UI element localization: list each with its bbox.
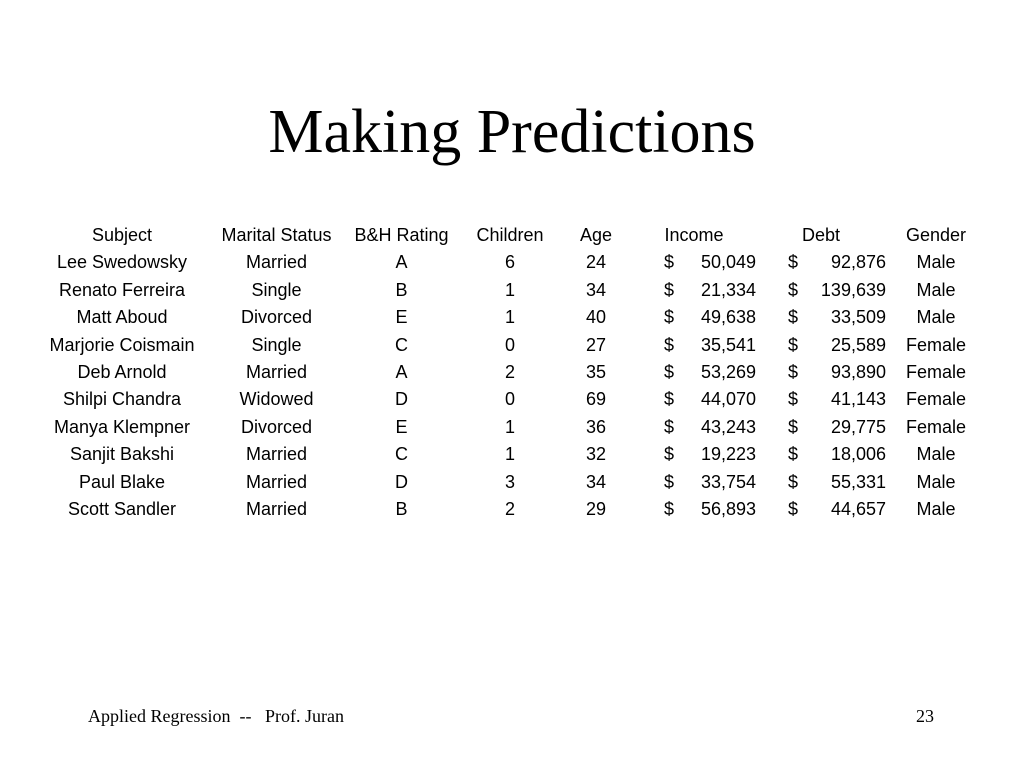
cell-marital-status: Married — [245, 499, 307, 520]
cell-children: 1 — [504, 279, 515, 300]
cell-children: 6 — [504, 252, 515, 273]
cell-bh-rating: B — [395, 279, 408, 300]
header-gender: Gender — [905, 225, 967, 245]
cell-gender: Male — [916, 499, 956, 520]
cell-subject: Scott Sandler — [67, 499, 177, 520]
cell-income-currency: $ — [663, 279, 674, 300]
cell-bh-rating: E — [395, 307, 408, 328]
cell-bh-rating: D — [395, 471, 408, 492]
cell-debt-currency: $ — [787, 307, 798, 328]
cell-debt: 44,657 — [830, 499, 886, 520]
cell-subject: Sanjit Bakshi — [69, 444, 175, 465]
header-marital-status: Marital Status — [221, 225, 332, 245]
cell-bh-rating: D — [395, 389, 408, 410]
cell-income: 53,269 — [700, 362, 756, 383]
header-age: Age — [579, 225, 613, 245]
cell-income-currency: $ — [663, 416, 674, 437]
cell-gender: Female — [905, 416, 967, 437]
cell-marital-status: Divorced — [240, 416, 313, 437]
table-body — [34, 249, 986, 523]
footer-course-label: Applied Regression -- Prof. Juran — [88, 706, 344, 726]
cell-children: 0 — [504, 389, 515, 410]
cell-gender: Female — [905, 334, 967, 355]
cell-marital-status: Divorced — [240, 307, 313, 328]
cell-age: 34 — [585, 279, 607, 300]
cell-income: 49,638 — [700, 307, 756, 328]
cell-marital-status: Single — [251, 279, 302, 300]
header-income: Income — [664, 225, 724, 245]
cell-age: 69 — [585, 389, 607, 410]
table-row — [34, 277, 986, 304]
cell-subject: Renato Ferreira — [58, 279, 186, 300]
table-row — [34, 496, 986, 523]
cell-debt-currency: $ — [787, 416, 798, 437]
cell-bh-rating: E — [395, 416, 408, 437]
cell-debt-currency: $ — [787, 499, 798, 520]
cell-age: 27 — [585, 334, 607, 355]
cell-marital-status: Married — [245, 471, 307, 492]
cell-gender: Male — [916, 471, 956, 492]
cell-income-currency: $ — [663, 252, 674, 273]
cell-marital-status: Widowed — [239, 389, 314, 410]
page-number: 23 — [916, 706, 934, 726]
cell-debt-currency: $ — [787, 471, 798, 492]
cell-children: 3 — [504, 471, 515, 492]
cell-income: 44,070 — [700, 389, 756, 410]
cell-income: 19,223 — [700, 444, 756, 465]
customer-table — [34, 222, 986, 523]
cell-income-currency: $ — [663, 471, 674, 492]
header-bh-rating: B&H Rating — [354, 225, 449, 245]
cell-income-currency: $ — [663, 499, 674, 520]
cell-marital-status: Married — [245, 362, 307, 383]
table-row — [34, 469, 986, 496]
cell-marital-status: Married — [245, 252, 307, 273]
cell-children: 1 — [504, 444, 515, 465]
cell-children: 2 — [504, 362, 515, 383]
cell-income: 33,754 — [700, 471, 756, 492]
cell-age: 32 — [585, 444, 607, 465]
cell-debt: 25,589 — [830, 334, 886, 355]
cell-age: 24 — [585, 252, 607, 273]
cell-income: 35,541 — [700, 334, 756, 355]
cell-subject: Matt Aboud — [76, 307, 168, 328]
cell-income-currency: $ — [663, 334, 674, 355]
cell-gender: Female — [905, 389, 967, 410]
cell-children: 0 — [504, 334, 515, 355]
cell-debt: 41,143 — [830, 389, 886, 410]
slide-title: Making Predictions — [268, 98, 756, 166]
table-row — [34, 332, 986, 359]
cell-debt: 93,890 — [830, 362, 886, 383]
cell-income-currency: $ — [663, 389, 674, 410]
cell-debt-currency: $ — [787, 444, 798, 465]
cell-income: 50,049 — [700, 252, 756, 273]
cell-subject: Deb Arnold — [77, 362, 167, 383]
header-subject: Subject — [91, 225, 153, 245]
cell-subject: Lee Swedowsky — [56, 252, 188, 273]
cell-debt: 29,775 — [830, 416, 886, 437]
cell-children: 2 — [504, 499, 515, 520]
cell-gender: Male — [916, 279, 956, 300]
cell-age: 36 — [585, 416, 607, 437]
cell-bh-rating: B — [395, 499, 408, 520]
cell-bh-rating: A — [395, 252, 408, 273]
cell-income: 21,334 — [700, 279, 756, 300]
cell-debt-currency: $ — [787, 334, 798, 355]
cell-debt-currency: $ — [787, 362, 798, 383]
table-row — [34, 249, 986, 276]
cell-gender: Male — [916, 444, 956, 465]
cell-children: 1 — [504, 416, 515, 437]
cell-age: 35 — [585, 362, 607, 383]
cell-income-currency: $ — [663, 362, 674, 383]
cell-income-currency: $ — [663, 307, 674, 328]
cell-subject: Shilpi Chandra — [62, 389, 182, 410]
table-header-row — [34, 222, 986, 249]
table-row — [34, 441, 986, 468]
cell-bh-rating: A — [395, 362, 408, 383]
cell-age: 40 — [585, 307, 607, 328]
cell-debt-currency: $ — [787, 252, 798, 273]
table-row — [34, 386, 986, 413]
cell-gender: Male — [916, 307, 956, 328]
cell-debt: 18,006 — [830, 444, 886, 465]
cell-gender: Male — [916, 252, 956, 273]
cell-marital-status: Married — [245, 444, 307, 465]
cell-debt: 92,876 — [830, 252, 886, 273]
cell-debt-currency: $ — [787, 389, 798, 410]
table-row — [34, 359, 986, 386]
cell-bh-rating: C — [395, 444, 408, 465]
cell-debt-currency: $ — [787, 279, 798, 300]
cell-debt: 33,509 — [830, 307, 886, 328]
cell-income: 56,893 — [700, 499, 756, 520]
table-row — [34, 304, 986, 331]
cell-debt: 139,639 — [820, 279, 886, 300]
header-children: Children — [476, 225, 544, 245]
cell-gender: Female — [905, 362, 967, 383]
cell-age: 29 — [585, 499, 607, 520]
cell-income: 43,243 — [700, 416, 756, 437]
cell-income-currency: $ — [663, 444, 674, 465]
cell-subject: Marjorie Coismain — [49, 334, 195, 355]
cell-age: 34 — [585, 471, 607, 492]
cell-children: 1 — [504, 307, 515, 328]
cell-debt: 55,331 — [830, 471, 886, 492]
cell-bh-rating: C — [395, 334, 408, 355]
table-row — [34, 414, 986, 441]
cell-subject: Manya Klempner — [53, 416, 191, 437]
header-debt: Debt — [801, 225, 841, 245]
cell-marital-status: Single — [251, 334, 302, 355]
cell-subject: Paul Blake — [78, 471, 166, 492]
